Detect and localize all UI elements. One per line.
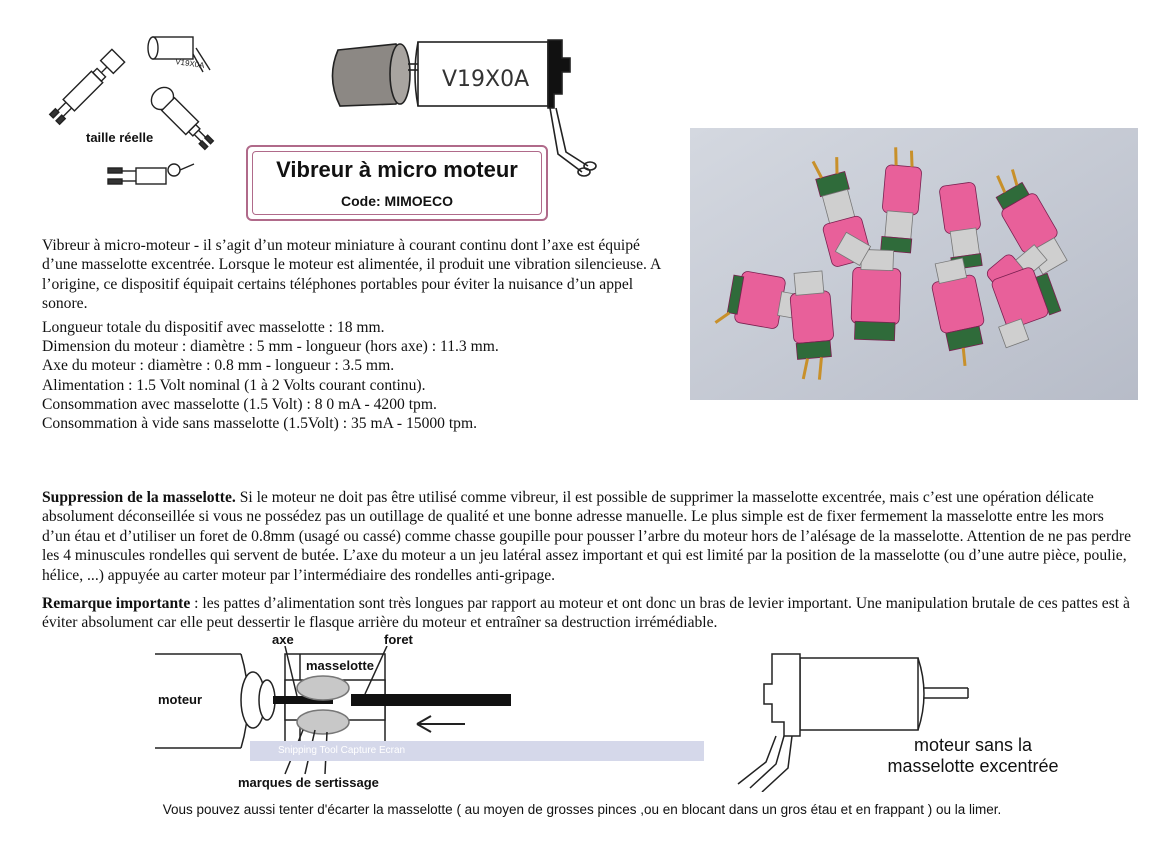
intro-paragraph: Vibreur à micro-moteur - il s’agit d’un moteur miniature à courant continu dont l’axe est équipé d’une masselotte excentrée. Lorsque le moteur est alimentée, il produit une vibration silencieuse. A l’origine, ce dispositif équipait certains téléphones portables pour éviter la nuisance d’un appel sonore.: [42, 237, 661, 313]
product-code: Code: MIMOECO: [341, 193, 453, 209]
specs-list: [42, 318, 499, 433]
spec-line: Consommation avec masselotte (1.5 Volt) : 8 0 mA - 4200 tpm.: [42, 395, 437, 413]
foret-label: foret: [384, 632, 413, 647]
spec-line: Axe du moteur : diamètre : 0.8 mm - longueur : 3.5 mm.: [42, 357, 395, 375]
suppression-text: Si le moteur ne doit pas être utilisé comme vibreur, il est possible de supprimer la masselotte excentrée, mais c’est une opération délicate absolument déconseillée si vous ne possédez pas un outillage de qualité et une bonne adresse manuelle. Le plus simple est de fixer fermement la masselotte entre les mors d’un étau et d’utiliser un foret de 0.8mm (usagé ou cassé) comme chasse goupille pour pousser l’arbre du moteur hors de l’alésage de la masselotte. Attention de ne pas perdre les 4 minuscules rondelles qui servent de butée. L’axe du moteur a un jeu latéral assez important et qui est limité par la position de la masselotte (ou d’une autre pièce, poulie, hélice, ...) appuyée au carter moteur par l’intermédiaire des rondelles anti-gripage.: [42, 489, 1132, 584]
motor-caption: [868, 735, 1078, 777]
moteur-label: moteur: [158, 692, 203, 707]
small-motor-print: V19X0A: [174, 57, 206, 71]
spec-line: Consommation à vide sans masselotte (1.5Volt) : 35 mA - 15000 tpm.: [42, 415, 478, 433]
footer-note: Vous pouvez aussi tenter d'écarter la masselotte ( au moyen de grosses pinces ,ou en blocant dans un gros étau et en frappant ) ou la limer.: [162, 802, 1002, 817]
axe-label: axe: [272, 632, 294, 647]
snipping-tool-text: Snipping Tool Capture Ecran: [278, 745, 406, 756]
motor-caption-line2: masselotte excentrée: [887, 756, 1059, 776]
spec-line: Dimension du moteur : diamètre : 5 mm - longueur (hors axe) : 11.3 mm.: [42, 338, 499, 356]
motor-caption-line1: moteur sans la: [913, 735, 1033, 755]
remarque-text: : les pattes d’alimentation sont très longues par rapport au moteur et ont donc un bras de levier important. Une manipulation brutale de ces pattes est à éviter absolument car elle peut dessertir le flasque arrière du moteur et entraîner sa destruction irrémédiable.: [42, 595, 1130, 632]
small-motors-sketch: [38, 34, 248, 194]
masselotte-label: masselotte: [306, 658, 374, 673]
suppression-heading: Suppression de la masselotte.: [42, 489, 236, 506]
spec-line: Longueur totale du dispositif avec masselotte : 18 mm.: [42, 319, 385, 336]
product-title: Vibreur à micro moteur: [276, 157, 518, 182]
vibrator-motors-photo: [690, 128, 1138, 400]
remarque-paragraph: [42, 594, 1134, 633]
spec-line: Alimentation : 1.5 Volt nominal (1 à 2 Volts courant continu).: [42, 376, 426, 394]
snipping-tool-bar: [250, 741, 704, 761]
marques-label: marques de sertissage: [238, 775, 379, 790]
remarque-heading: Remarque importante: [42, 595, 191, 612]
suppression-paragraph: [42, 488, 1134, 585]
taille-reelle-label: taille réelle: [86, 130, 154, 145]
large-motor-print: V19X0A: [442, 67, 530, 92]
title-box: [246, 145, 548, 221]
